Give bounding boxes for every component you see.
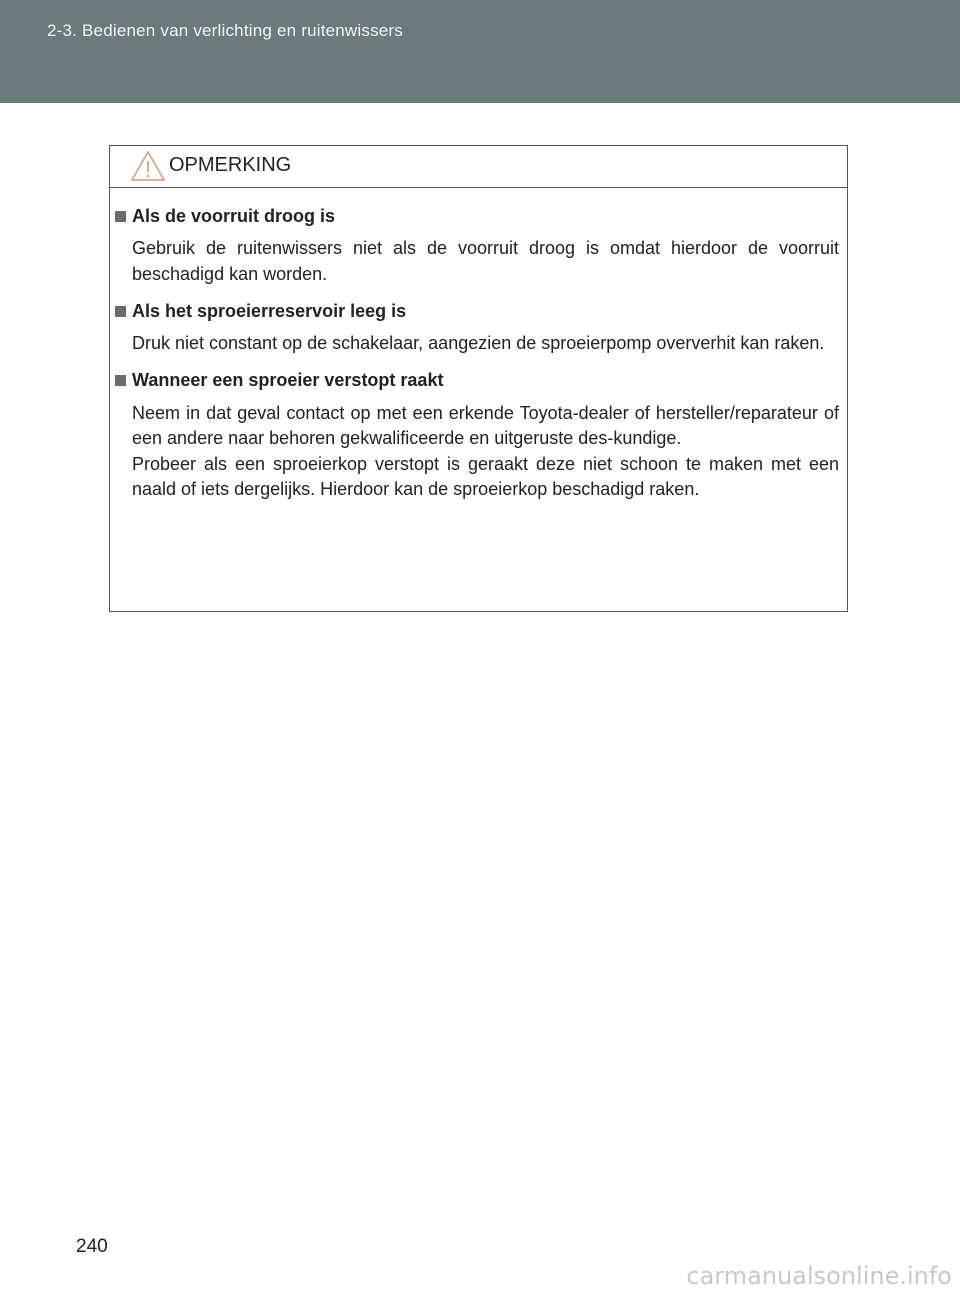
warning-triangle-icon	[130, 150, 166, 182]
notice-section	[110, 203, 839, 287]
square-bullet-icon	[115, 375, 126, 386]
section-heading-text: Als het sproeierreservoir leeg is	[132, 300, 407, 321]
page-header	[0, 0, 960, 103]
paragraph: Neem in dat geval contact op met een erkende Toyota-dealer of hersteller/reparateur of een andere naar behoren gekwalificeerde en uitgeruste des-kundige.	[132, 402, 839, 448]
section-text	[132, 401, 839, 503]
section-text	[132, 236, 839, 287]
square-bullet-icon	[115, 306, 126, 317]
notice-header	[110, 146, 847, 188]
page-number: 240	[76, 1236, 108, 1257]
notice-title: OPMERKING	[169, 154, 292, 176]
watermark: carmanualsonline.info	[686, 1262, 952, 1290]
notice-section	[110, 298, 839, 357]
section-heading-text: Wanneer een sproeier verstopt raakt	[132, 370, 444, 390]
notice-body	[110, 188, 847, 503]
square-bullet-icon	[115, 211, 126, 222]
paragraph: Gebruik de ruitenwissers niet als de voorruit droog is omdat hierdoor de voorruit beschadigd kan worden.	[132, 238, 839, 284]
notice-box	[109, 145, 848, 612]
section-heading	[110, 203, 839, 229]
section-heading	[110, 298, 839, 324]
section-title: 2-3. Bedienen van verlichting en ruitenwissers	[47, 21, 403, 40]
section-heading	[110, 368, 839, 394]
section-heading-text: Als de voorruit droog is	[132, 205, 336, 226]
paragraph: Probeer als een sproeierkop verstopt is geraakt deze niet schoon te maken met een naald of iets dergelijks. Hierdoor kan de sproeierkop beschadigd raken.	[132, 453, 839, 499]
notice-section	[110, 368, 839, 503]
section-text	[132, 331, 839, 357]
paragraph: Druk niet constant op de schakelaar, aangezien de sproeierpomp oververhit kan raken.	[132, 333, 825, 353]
